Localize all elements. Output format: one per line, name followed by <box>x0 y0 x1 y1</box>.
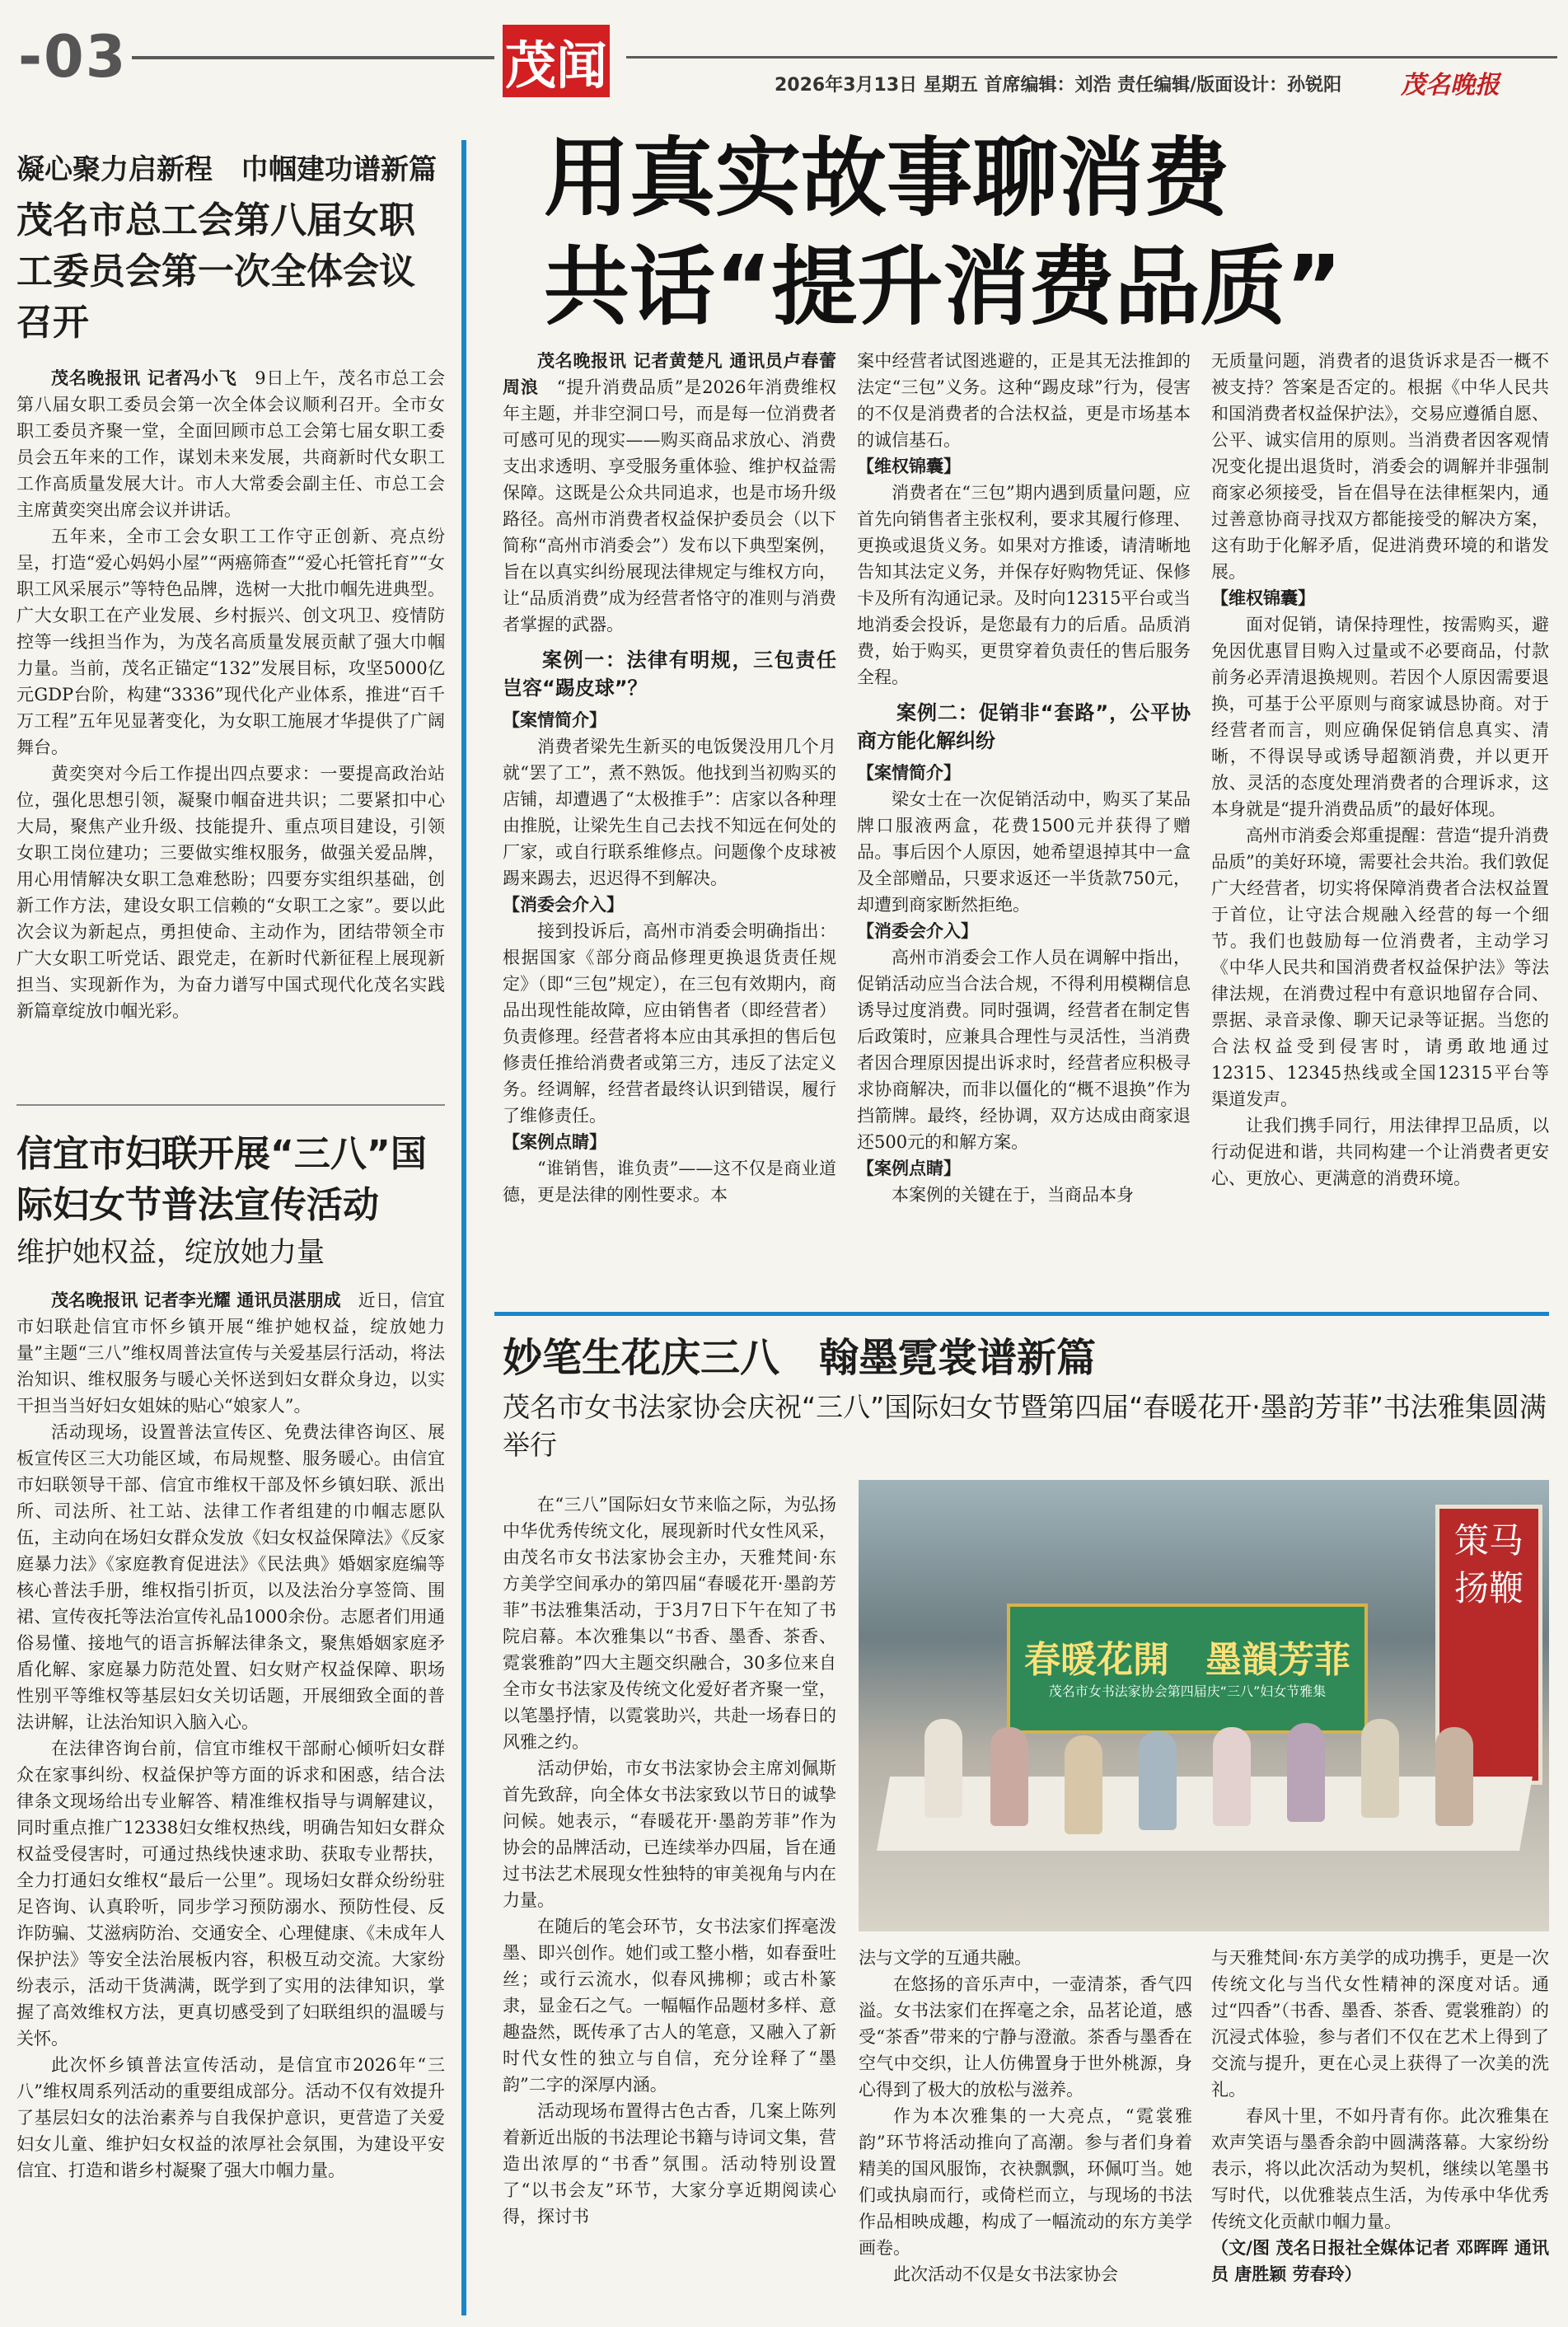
paragraph: 在法律咨询台前，信宜市维权干部耐心倾听妇女群众在家事纠纷、权益保护等方面的诉求和困惑，结合法律条文现场给出专业解答、精准维权指导与调解建议，同时重点推广12338妇女维权热线，明确告知妇女群众权益受侵害时，可通过热线快速求助、获取专业帮扶，全力打通妇女维权“最后一公里”。现场妇女群众纷纷驻足咨询、认真聆听，同步学习预防溺水、预防性侵、反诈防骗、艾滋病防治、交通安全、心理健康、《未成年人保护法》等安全法治展板内容，积极互动交流。大家纷纷表示，活动干货满满，既学到了实用的法律知识，掌握了高效维权方法，更真切感受到了妇联组织的温暖与关怀。 <box>16 1739 445 2048</box>
story-body <box>16 1287 445 2184</box>
paragraph: 高州市消委会郑重提醒：营造“提升消费品质”的美好环境，需要社会共治。我们敦促广大经营者，切实将保障消费者合法权益置于首位，让守法合规融入经营的每一个细节。我们也鼓励每一位消费者，主动学习《中华人民共和国消费者权益保护法》等法律法规，在消费过程中有意识地留存合同、票据、录音录像、聊天记录等证据。当您的合法权益受到侵害时，请勇敢地通过12315、12345热线或全国12315平台等渠道发声。 <box>1211 826 1549 1109</box>
paragraph: 无质量问题，消费者的退货诉求是否一概不被支持？答案是否定的。根据《中华人民共和国消费者权益保护法》，交易应遵循自愿、公平、诚实信用的原则。当消费者因客观情况变化提出退货时，消委会的调解并非强制商家必须接受，旨在倡导在法律框架内，通过善意协商寻找双方都能接受的解决方案，这有助于化解矛盾，促进消费环境的和谐发展。 <box>1211 351 1549 582</box>
person-figure <box>1287 1723 1325 1822</box>
tag-intro: 【案情简介】 <box>857 763 961 783</box>
case-2-title: 案例二：促销非“套路”，公平协商方能化解纠纷 <box>857 701 1191 752</box>
byline: 茂名晚报讯 记者李光耀 通讯员湛朋成 <box>51 1290 341 1310</box>
headline-line-1: 用真实故事聊消费 <box>544 128 1230 228</box>
paragraph: 案中经营者试图逃避的，正是其无法推卸的法定“三包”义务。这种“踢皮球”行为，侵害的不仅是消费者的合法权益，更是市场基本的诚信基石。 <box>857 351 1191 450</box>
header-rule-right <box>626 56 1557 59</box>
page-number: -03 <box>18 23 128 91</box>
paragraph: 活动现场布置得古色古香，几案上陈列着新近出版的书法理论书籍与诗词文集，营造出浓厚的“书香”氛围。活动特别设置了“以书会友”环节，大家分享近期阅读心得，探讨书 <box>503 2101 836 2226</box>
paragraph: 在“三八”国际妇女节来临之际，为弘扬中华优秀传统文化，展现新时代女性风采，由茂名市女书法家协会主办，天雅梵间·东方美学空间承办的第四届“春暖花开·墨韵芳菲”书法雅集活动，于3月7日下午在知了书院启幕。本次雅集以“书香、墨香、茶香、霓裳雅韵”四大主题交织融合，30多位来自全市女书法家及传统文化爱好者齐聚一堂，以笔墨抒情，以霓裳助兴，共赴一场春日的风雅之约。 <box>503 1495 836 1752</box>
person-figure <box>1065 1735 1102 1834</box>
tag-tips: 【维权锦囊】 <box>857 457 961 476</box>
bottom-col-a <box>503 1491 836 2230</box>
paragraph: 消费者在“三包”期内遇到质量问题，应首先向销售者主张权利，要求其履行修理、更换或退货义务。如果对方推诿，请清晰地告知其法定义务，并保存好购物凭证、保修卡及所有沟通记录。及时向12315平台或当地消委会投诉，是您最有力的后盾。品质消费，始于购买，更贯穿着负责任的售后服务全程。 <box>857 483 1191 687</box>
paragraph: 面对促销，请保持理性，按需购买，避免因优惠冒目购入过量或不必要商品，付款前务必弄清退换规则。若因个人原因需要退换，可基于公平原则与商家诚恳协商。对于经营者而言，则应确保促销信息真实、清晰，不得误导或诱导超额消费，并以更开放、灵活的态度处理消费者的合理诉求，这本身就是“提升消费品质”的最好体现。 <box>1211 615 1549 819</box>
person-figure <box>1435 1727 1473 1826</box>
paragraph: 消费者梁先生新买的电饭煲没用几个月就“罢了工”，煮不熟饭。他找到当初购买的店铺，却遭遇了“太极推手”：店家以各种理由推脱，让梁先生自己去找不知远在何处的厂家，或自行联系维修点。问题像个皮球被踢来踢去，迟迟得不到解决。 <box>503 737 836 888</box>
tag-intro: 【案情简介】 <box>503 710 606 730</box>
paragraph: 在悠扬的音乐声中，一壶清茶，香气四溢。女书法家们在挥毫之余，品茗论道，感受“茶香”带来的宁静与澄澈。茶香与墨香在空气中交织，让人仿佛置身于世外桃源，身心得到了极大的放松与滋养。 <box>859 1974 1192 2100</box>
section-tag: 茂闻 <box>503 25 610 97</box>
bottom-col-c <box>1211 1945 1549 2287</box>
paragraph: 此次怀乡镇普法宣传活动，是信宜市2026年“三八”维权周系列活动的重要组成部分。活动不仅有效提升了基层妇女的法治素养与自我保护意识，更营造了关爱妇女儿童、维护妇女权益的浓厚社会氛围，为建设平安信宜、打造和谐乡村凝聚了强大巾帼力量。 <box>16 2055 445 2180</box>
paragraph: 作为本次雅集的一大亮点，“霓裳雅韵”环节将活动推向了高潮。参与者们身着精美的国风服饰，衣袂飘飘，环佩叮当。她们或执扇而行，或倚栏而立，与现场的书法作品相映成趣，构成了一幅流动的东方美学画卷。 <box>859 2106 1192 2258</box>
left-story-1 <box>16 147 445 1024</box>
divider <box>16 1104 445 1106</box>
newspaper-logo: 茂名晚报 <box>1401 71 1500 100</box>
main-col-3 <box>1211 348 1549 1192</box>
person-figure <box>1213 1727 1251 1826</box>
person-figure <box>990 1727 1028 1826</box>
story-subtitle: 维护她权益，绽放她力量 <box>16 1236 325 1269</box>
paragraph: 在随后的笔会环节，女书法家们挥毫泼墨、即兴创作。她们或工整小楷，如春蚕吐丝；或行云流水，似春风拂柳；或古朴篆隶，显金石之气。一幅幅作品题材多样、意趣盎然，既传承了古人的笔意，又融入了新时代女性的独立与自信，充分诠释了“墨韵”二字的深厚内涵。 <box>503 1917 836 2095</box>
paragraph: 高州市消委会工作人员在调解中指出，促销活动应当合法合规，不得利用模糊信息诱导过度消费。同时强调，经营者在制定售后政策时，应兼具合理性与灵活性，当消费者因合理原因提出诉求时，经营者应积极寻求协商解决，而非以僵化的“概不退换”作为挡箭牌。最终，经协调，双方达成由商家退还500元的和解方案。 <box>857 948 1191 1152</box>
paragraph: 此次活动不仅是女书法家协会 <box>893 2264 1118 2284</box>
paragraph: 9日上午，茂名市总工会第八届女职工委员会第一次全体会议顺利召开。全市女职工委员齐聚一堂，全面回顾市总工会第七届女职工委员会五年来的工作，谋划未来发展，共商新时代女职工工作高质量发展大计。市人大常委会副主任、市总工会主席黄奕突出席会议并讲话。 <box>16 368 445 520</box>
bottom-story-header <box>503 1331 1549 1464</box>
main-col-1 <box>503 348 836 1208</box>
tag-mediation: 【消委会介入】 <box>857 921 978 941</box>
story-title: 茂名市总工会第八届女职工委员会第一次全体会议召开 <box>16 199 415 344</box>
paragraph: 春风十里，不如丹青有你。此次雅集在欢声笑语与墨香余韵中圆满落幕。大家纷纷表示，将以此次活动为契机，继续以笔墨书写时代，以优雅装点生活，为传承中华优秀传统文化贡献巾帼力量。 <box>1211 2106 1549 2231</box>
issue-meta: 2026年3月13日 星期五 首席编辑：刘浩 责任编辑/版面设计：孙锐阳 <box>775 75 1342 96</box>
byline: 茂名晚报讯 记者冯小飞 <box>51 368 237 388</box>
column-separator <box>461 140 466 2315</box>
paragraph: 梁女士在一次促销活动中，购买了某品牌口服液两盒，花费1500元并获得了赠品。事后因个人原因，她希望退掉其中一盒及全部赠品，只要求返还一半货款750元，却遭到商家断然拒绝。 <box>857 789 1191 915</box>
headline-line-2: 共话“提升消费品质” <box>544 236 1342 337</box>
paragraph: 法与文学的互通共融。 <box>859 1948 1032 1968</box>
paragraph: 与天雅梵间·东方美学的成功携手，更是一次传统文化与当代女性精神的深度对话。通过“四香”（书香、墨香、茶香、霓裳雅韵）的沉浸式体验，参与者们不仅在艺术上得到了交流与提升，更在心灵上获得了一次美的洗礼。 <box>1211 1948 1549 2100</box>
person-figure <box>1139 1731 1177 1830</box>
main-headline <box>544 124 1342 341</box>
story-body <box>16 365 445 1024</box>
bottom-col-b <box>859 1945 1192 2287</box>
banner-title: 春暖花開 墨韻芳菲 <box>1024 1639 1350 1681</box>
person-figure <box>1361 1719 1399 1818</box>
paragraph: 活动现场，设置普法宣传区、免费法律咨询区、展板宣传区三大功能区域，布局规整、服务暖心。由信宜市妇联领导干部、信宜市维权干部及怀乡镇妇联、派出所、司法所、社工站、法律工作者组建的巾帼志愿队伍，主动向在场妇女群众发放《妇女权益保障法》《反家庭暴力法》《家庭教育促进法》《民法典》婚姻家庭编等核心普法手册，维权指引折页，以及法治分享签筒、围裙、宣传夜托等法治宣传礼品1000余份。志愿者们用通俗易懂、接地气的语言拆解法律条文，聚焦婚姻家庭矛盾化解、家庭暴力防范处置、妇女财产权益保障、职场性别平等维权等基层妇女关切话题，开展细致全面的普法讲解，让法治知识入脑入心。 <box>16 1422 445 1732</box>
story-subtitle: 茂名市女书法家协会庆祝“三八”国际妇女节暨第四届“春暖花开·墨韵芳菲”书法雅集圆满举行 <box>503 1391 1547 1461</box>
paragraph: 活动伊始，市女书法家协会主席刘佩斯首先致辞，向全体女书法家致以节日的诚挚问候。她表示，“春暖花开·墨韵芳菲”作为协会的品牌活动，已连续举办四届，旨在通过书法艺术展现女性独特的审美视角与内在力量。 <box>503 1758 836 1910</box>
tag-comment: 【案例点睛】 <box>857 1159 961 1178</box>
paragraph: 让我们携手同行，用法律捍卫品质，以行动促进和谐，共同构建一个让消费者更安心、更放心、更满意的消费环境。 <box>1211 1116 1549 1188</box>
left-story-2 <box>16 1129 445 2184</box>
byline: 茂名晚报讯 记者黄楚凡 通讯员卢春蕾 周浪 <box>503 350 836 397</box>
event-photo <box>859 1480 1549 1931</box>
story-divider <box>494 1312 1549 1316</box>
paragraph: “提升消费品质”是2026年消费维权年主题，并非空洞口号，而是每一位消费者可感可见的现实——购买商品求放心、消费支出求透明、享受服务重体验、维护权益需保障。这既是公众共同追求，也是市场升级路径。高州市消费者权益保护委员会（以下简称“高州市消委会”）发布以下典型案例，旨在以真实纠纷展现法律规定与维权方向，让“品质消费”成为经营者恪守的准则与消费者掌握的武器。 <box>503 377 837 634</box>
main-col-2 <box>857 348 1191 1208</box>
paragraph: 黄奕突对今后工作提出四点要求：一要提高政治站位，强化思想引领，凝聚巾帼奋进共识；二要紧扣中心大局，聚焦产业升级、技能提升、重点项目建设，引领女职工岗位建功；三要做实维权服务，做强关爱品牌，用心用情解决女职工急难愁盼；四要夯实组织基础，创新工作方法，建设女职工信赖的“女职工之家”。要以此次会议为新起点，勇担使命、主动作为，团结带领全市广大女职工听党话、跟党走，在新时代新征程上展现新担当、实现新作为，为奋力谱写中国式现代化茂名实践新篇章绽放巾帼光彩。 <box>16 764 445 1021</box>
story-kicker: 凝心聚力启新程 巾帼建功谱新篇 <box>16 153 437 186</box>
calligraphy-table <box>877 1777 1533 1851</box>
paragraph: 接到投诉后，高州市消委会明确指出：根据国家《部分商品修理更换退货责任规定》（即“三包”规定），在三包有效期内，商品出现性能故障，应由销售者（即经营者）负责修理。经营者将本应由其承担的售后包修责任推给消费者或第三方，违反了法定义务。经调解，经营者最终认识到错误，履行了维修责任。 <box>503 921 836 1126</box>
paragraph: 五年来，全市工会女职工工作守正创新、亮点纷呈，打造“爱心妈妈小屋”“两癌筛查”“爱心托管托育”“女职工风采展示”等特色品牌，选树一大批巾帼先进典型。广大女职工在产业发展、乡村振兴、创文巩卫、疫情防控等一线担当作为，为茂名高质量发展贡献了强大巾帼力量。当前，茂名正锚定“132”发展目标，攻坚5000亿元GDP台阶，构建“3336”现代化产业体系，推进“百千万工程”五年见显著变化，为女职工施展才华提供了广阔舞台。 <box>16 527 445 757</box>
paragraph: 本案例的关键在于，当商品本身 <box>892 1185 1134 1205</box>
scroll-text: 策马扬鞭 <box>1453 1520 1524 1608</box>
story-title: 妙笔生花庆三八 翰墨霓裳谱新篇 <box>503 1335 1097 1381</box>
person-figure <box>924 1719 962 1818</box>
paragraph: 近日，信宜市妇联赴信宜市怀乡镇开展“维护她权益，绽放她力量”主题“三八”维权周普法宣传与关爱基层行活动，将法治知识、维权服务与暖心关怀送到妇女群众身边，以实干担当当好妇女姐妹的贴心“娘家人”。 <box>16 1290 446 1416</box>
tag-comment: 【案例点睛】 <box>503 1132 606 1152</box>
tag-tips: 【维权锦囊】 <box>1211 588 1315 608</box>
header-rule-left <box>132 56 494 59</box>
case-1-title: 案例一：法律有明规，三包责任岂容“踢皮球”？ <box>503 648 836 700</box>
banner-subtitle: 茂名市女书法家协会第四届庆“三八”妇女节雅集 <box>1048 1683 1327 1699</box>
paragraph: “谁销售，谁负责”——这不仅是商业道德，更是法律的刚性要求。本 <box>503 1159 836 1205</box>
credit-line: （文/图 茂名日报社全媒体记者 邓晖晖 通讯员 唐胜颖 劳春玲） <box>1211 2237 1549 2284</box>
photo-banner <box>1007 1604 1368 1734</box>
story-title: 信宜市妇联开展“三八”国际妇女节普法宣传活动 <box>16 1133 427 1226</box>
tag-mediation: 【消委会介入】 <box>503 895 624 915</box>
